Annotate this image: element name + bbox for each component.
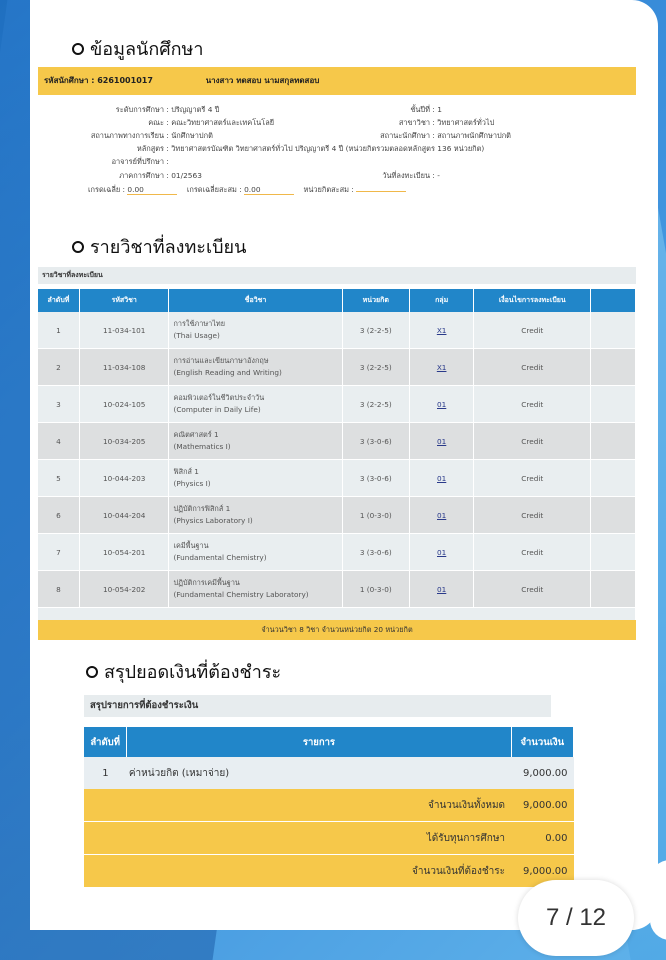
course-condition: Credit	[474, 571, 591, 608]
course-name: การใช้ภาษาไทย (Thai Usage)	[169, 312, 342, 349]
course-condition: Credit	[474, 534, 591, 571]
row-number: 1	[38, 312, 79, 349]
course-name: คณิตศาสตร์ 1 (Mathematics I)	[169, 423, 342, 460]
row-number: 4	[38, 423, 79, 460]
table-row	[38, 312, 636, 349]
course-code: 10-044-204	[79, 497, 169, 534]
course-name: ปฏิบัติการเคมีพื้นฐาน (Fundamental Chemistry Laboratory)	[169, 571, 342, 608]
course-code: 11-034-101	[79, 312, 169, 349]
course-code: 10-024-105	[79, 386, 169, 423]
course-name: ฟิสิกส์ 1 (Physics I)	[169, 460, 342, 497]
table-row	[38, 497, 636, 534]
course-condition: Credit	[474, 349, 591, 386]
info-row: ชั้นปีที่ : 1	[410, 105, 442, 114]
table-row	[38, 349, 636, 386]
course-condition: Credit	[474, 497, 591, 534]
row-number: 5	[38, 460, 79, 497]
course-code: 10-034-205	[79, 423, 169, 460]
table-row	[38, 534, 636, 571]
course-credit: 1 (0-3-0)	[342, 497, 409, 534]
course-condition: Credit	[474, 312, 591, 349]
course-code: 10-044-203	[79, 460, 169, 497]
course-condition: Credit	[474, 423, 591, 460]
row-number: 8	[38, 571, 79, 608]
group-link[interactable]: 01	[437, 473, 447, 483]
col-header: หน่วยกิต	[342, 289, 409, 312]
row-number: 7	[38, 534, 79, 571]
course-code: 10-054-201	[79, 534, 169, 571]
course-credit: 3 (2-2-5)	[342, 386, 409, 423]
page-indicator: 7 / 12	[518, 880, 634, 956]
row-number: 6	[38, 497, 79, 534]
course-group	[409, 386, 474, 423]
course-name: คอมพิวเตอร์ในชีวิตประจำวัน (Computer in Daily Life)	[169, 386, 342, 423]
course-code: 11-034-108	[79, 349, 169, 386]
course-code: 10-054-202	[79, 571, 169, 608]
registration-caption: รายวิชาที่ลงทะเบียน	[38, 267, 636, 284]
course-credit: 3 (2-2-5)	[342, 312, 409, 349]
section-heading-registration: รายวิชาที่ลงทะเบียน	[72, 232, 246, 261]
row-number: 3	[38, 386, 79, 423]
col-header: ลำดับที่	[38, 289, 79, 312]
col-header: กลุ่ม	[409, 289, 474, 312]
payment-summary-row: จำนวนเงินทั้งหมด 9,000.00	[84, 789, 574, 822]
col-header: เงื่อนไขการลงทะเบียน	[474, 289, 591, 312]
bullet-icon	[86, 666, 98, 678]
course-name: เคมีพื้นฐาน (Fundamental Chemistry)	[169, 534, 342, 571]
payment-row: 1 ค่าหน่วยกิต (เหมาจ่าย) 9,000.00	[84, 757, 574, 789]
course-group	[409, 460, 474, 497]
group-link[interactable]: X1	[436, 362, 447, 372]
course-name: ปฏิบัติการฟิสิกส์ 1 (Physics Laboratory I)	[169, 497, 342, 534]
course-group	[409, 497, 474, 534]
payment-table	[84, 727, 574, 888]
course-condition: Credit	[474, 386, 591, 423]
info-row: อาจารย์ที่ปรึกษา :	[111, 157, 169, 166]
gpa-row: เกรดเฉลี่ย : 0.00 เกรดเฉลี่ยสะสม : 0.00 หน่วยกิตสะสม :	[88, 184, 406, 196]
bullet-icon	[72, 241, 84, 253]
course-credit: 3 (3-0-6)	[342, 534, 409, 571]
group-link[interactable]: 01	[437, 510, 447, 520]
registration-total: จำนวนวิชา 8 วิชา จำนวนหน่วยกิต 20 หน่วยกิต	[38, 620, 636, 640]
col-header: รายการ	[127, 727, 511, 757]
group-link[interactable]: 01	[437, 584, 447, 594]
col-header: รหัสวิชา	[79, 289, 169, 312]
document-page	[30, 0, 658, 930]
student-name: นางสาว ทดสอบ นามสกุลทดสอบ	[205, 76, 320, 85]
cgpa-value: 0.00	[244, 185, 294, 195]
section-heading-student-info: ข้อมูลนักศึกษา	[72, 34, 204, 63]
table-row	[38, 571, 636, 608]
gpa-value: 0.00	[127, 185, 177, 195]
student-id-bar	[38, 67, 636, 95]
course-group	[409, 312, 474, 349]
next-page-button[interactable]	[650, 860, 666, 940]
row-number: 2	[38, 349, 79, 386]
info-row: ภาคการศึกษา : 01/2563	[119, 171, 202, 180]
payment-caption: สรุปรายการที่ต้องชำระเงิน	[84, 695, 551, 717]
info-row: หลักสูตร : วิทยาศาสตรบัณฑิต วิทยาศาสตร์ทั่วไป ปริญญาตรี 4 ปี (หน่วยกิตรวมตลอดหลักสูตร 136 หน่วยกิต)	[136, 144, 485, 153]
student-id: รหัสนักศึกษา : 6261001017	[44, 76, 153, 85]
course-credit: 3 (2-2-5)	[342, 349, 409, 386]
course-credit: 1 (0-3-0)	[342, 571, 409, 608]
info-row: สาขาวิชา : วิทยาศาสตร์ทั่วไป	[398, 118, 495, 127]
payment-summary-row: ได้รับทุนการศึกษา 0.00	[84, 822, 574, 855]
table-row	[38, 423, 636, 460]
course-name: การอ่านและเขียนภาษาอังกฤษ (English Reading and Writing)	[169, 349, 342, 386]
group-link[interactable]: 01	[437, 436, 447, 446]
col-header: จำนวนเงิน	[511, 727, 573, 757]
info-row: สถานภาพทางการเรียน : นักศึกษาปกติ	[90, 131, 213, 140]
course-group	[409, 349, 474, 386]
registration-table	[38, 289, 636, 629]
course-group	[409, 423, 474, 460]
course-group	[409, 534, 474, 571]
payment-summary-row: จำนวนเงินที่ต้องชำระ 9,000.00	[84, 855, 574, 888]
info-row: คณะ : คณะวิทยาศาสตร์และเทคโนโลยี	[148, 118, 275, 127]
group-link[interactable]: 01	[437, 399, 447, 409]
info-row: สถานะนักศึกษา : สถานภาพนักศึกษาปกติ	[380, 131, 511, 140]
table-row	[38, 386, 636, 423]
group-link[interactable]: 01	[437, 547, 447, 557]
course-group	[409, 571, 474, 608]
group-link[interactable]: X1	[436, 325, 447, 335]
col-header: ลำดับที่	[84, 727, 127, 757]
credits-value	[356, 191, 406, 192]
info-row: ระดับการศึกษา : ปริญญาตรี 4 ปี	[115, 105, 220, 114]
course-credit: 3 (3-0-6)	[342, 423, 409, 460]
course-credit: 3 (3-0-6)	[342, 460, 409, 497]
course-condition: Credit	[474, 460, 591, 497]
table-row	[38, 460, 636, 497]
section-heading-payment: สรุปยอดเงินที่ต้องชำระ	[86, 657, 281, 686]
col-header: ชื่อวิชา	[169, 289, 342, 312]
bullet-icon	[72, 43, 84, 55]
info-row: วันที่ลงทะเบียน : -	[382, 171, 440, 180]
